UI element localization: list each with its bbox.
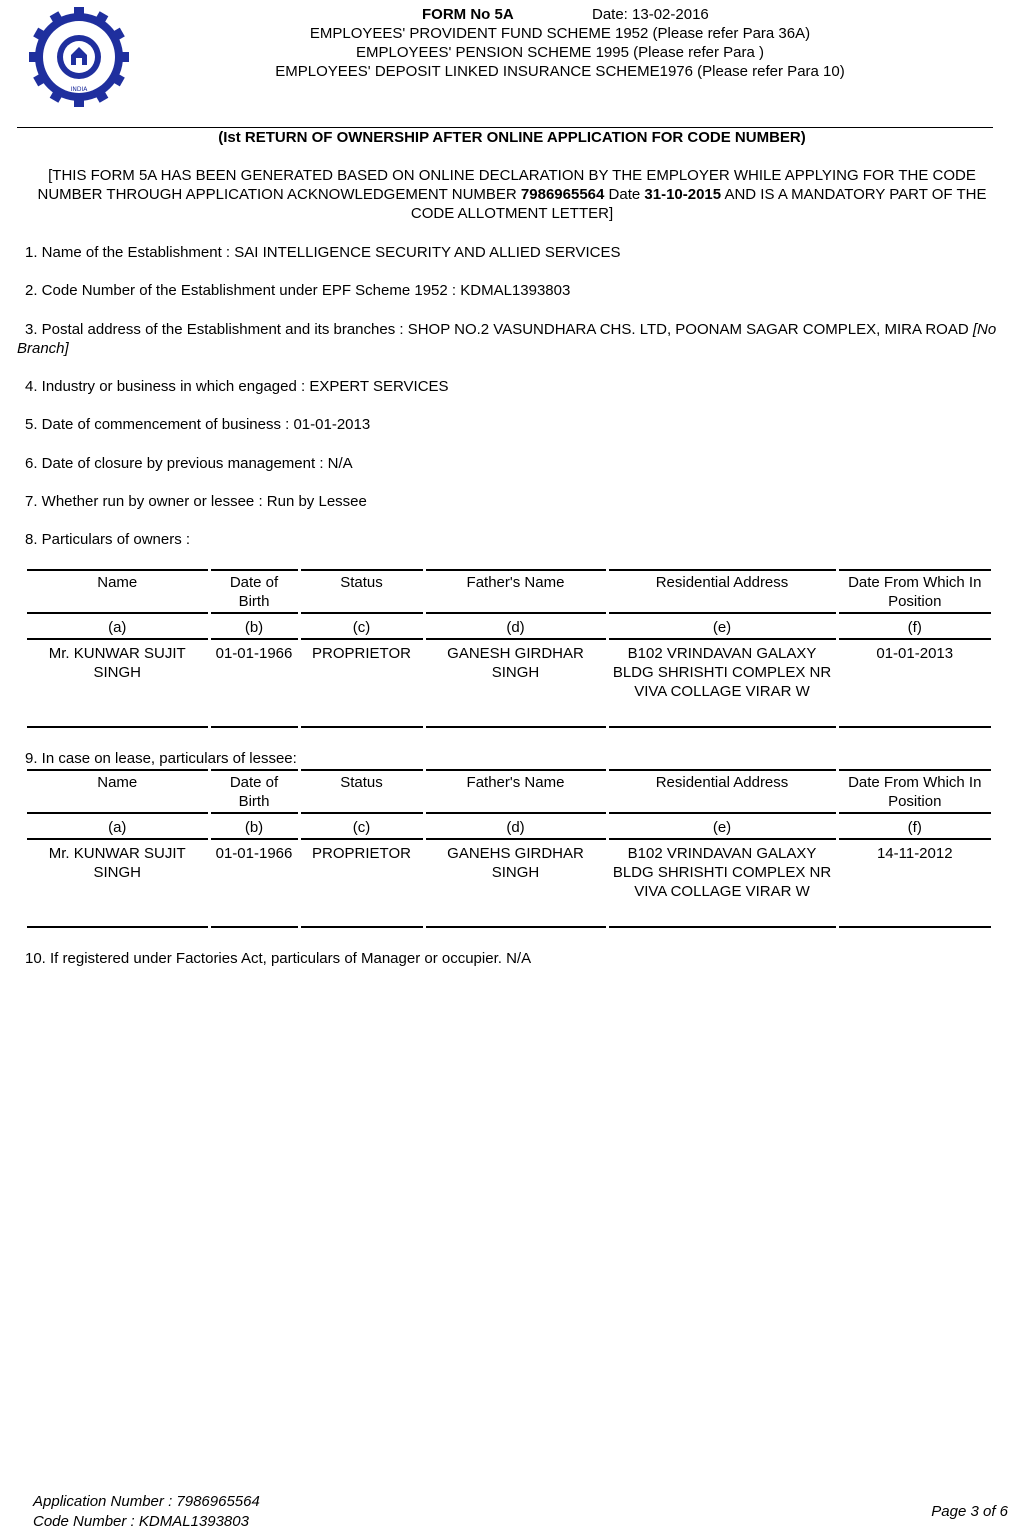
col-letter: (d) bbox=[424, 613, 607, 639]
item-establishment-name: 1. Name of the Establishment : SAI INTELLIGENCE SECURITY AND ALLIED SERVICES bbox=[25, 244, 621, 261]
col-letter: (a) bbox=[27, 613, 209, 639]
lessee-from: 14-11-2012 bbox=[837, 839, 991, 927]
table-row bbox=[27, 639, 991, 727]
ack-date: 31-10-2015 bbox=[644, 186, 722, 203]
lessee-table bbox=[27, 769, 991, 928]
lessee-father: GANEHS GIRDHAR SINGH bbox=[424, 839, 607, 927]
item-commencement-date: 5. Date of commencement of business : 01-01-2013 bbox=[25, 416, 371, 433]
col-letter: (f) bbox=[837, 813, 991, 839]
header-scheme-epf: EMPLOYEES' PROVIDENT FUND SCHEME 1952 (Please refer Para 36A) bbox=[309, 25, 811, 42]
col-header-from: Date From Which In Position bbox=[837, 770, 991, 813]
owners-letter-row bbox=[27, 613, 991, 639]
owner-from: 01-01-2013 bbox=[837, 639, 991, 727]
lessee-name: Mr. KUNWAR SUJIT SINGH bbox=[27, 839, 209, 927]
col-header-address: Residential Address bbox=[607, 570, 837, 613]
col-header-name: Name bbox=[27, 570, 209, 613]
declaration bbox=[22, 166, 1002, 223]
col-header-father: Father's Name bbox=[424, 770, 607, 813]
item-closure-date: 6. Date of closure by previous management : N/A bbox=[25, 455, 353, 472]
owners-header-row bbox=[27, 570, 991, 613]
col-letter: (b) bbox=[209, 613, 299, 639]
col-letter: (f) bbox=[837, 613, 991, 639]
form-number: FORM No 5A bbox=[422, 6, 514, 23]
declaration-part2: Date bbox=[604, 186, 645, 203]
header-divider bbox=[17, 127, 993, 128]
col-letter: (b) bbox=[209, 813, 299, 839]
declaration-part3: AND IS A MANDATORY PART OF THE CODE ALLOTMENT LETTER] bbox=[410, 186, 987, 222]
item-lessee-heading: 9. In case on lease, particulars of lessee: bbox=[25, 750, 297, 767]
footer-application-number: Application Number : 7986965564 bbox=[33, 1493, 260, 1510]
owner-name: Mr. KUNWAR SUJIT SINGH bbox=[27, 639, 209, 727]
owner-father: GANESH GIRDHAR SINGH bbox=[424, 639, 607, 727]
col-header-status: Status bbox=[299, 770, 424, 813]
lessee-letter-row bbox=[27, 813, 991, 839]
owner-dob: 01-01-1966 bbox=[209, 639, 299, 727]
col-header-from: Date From Which In Position bbox=[837, 570, 991, 613]
item-code-number: 2. Code Number of the Establishment under EPF Scheme 1952 : KDMAL1393803 bbox=[25, 282, 571, 299]
postal-address-text: 3. Postal address of the Establishment and its branches : SHOP NO.2 VASUNDHARA CHS. LTD, POONAM SAGAR COMPLEX, MIRA ROAD bbox=[25, 321, 973, 338]
col-letter: (a) bbox=[27, 813, 209, 839]
header-scheme-eps: EMPLOYEES' PENSION SCHEME 1995 (Please refer Para ) bbox=[355, 44, 764, 61]
owner-address: B102 VRINDAVAN GALAXY BLDG SHRISHTI COMPLEX NR VIVA COLLAGE VIRAR W bbox=[607, 639, 837, 727]
header-scheme-edli: EMPLOYEES' DEPOSIT LINKED INSURANCE SCHEME1976 (Please refer Para 10) bbox=[275, 63, 845, 80]
lessee-dob: 01-01-1966 bbox=[209, 839, 299, 927]
item-run-by: 7. Whether run by owner or lessee : Run by Lessee bbox=[25, 493, 367, 510]
owners-table bbox=[27, 569, 991, 728]
declaration-part1: [THIS FORM 5A HAS BEEN GENERATED BASED ON ONLINE DECLARATION BY THE EMPLOYER WHILE APPLYING FOR THE CODE NUMBER THROUGH APPLICATION ACKNOWLEDGEMENT NUMBER bbox=[37, 167, 976, 203]
form-subtitle: (Ist RETURN OF OWNERSHIP AFTER ONLINE APPLICATION FOR CODE NUMBER) bbox=[218, 129, 806, 146]
col-header-dob: Date of Birth bbox=[209, 770, 299, 813]
col-header-name: Name bbox=[27, 770, 209, 813]
col-letter: (c) bbox=[299, 613, 424, 639]
item-postal-address bbox=[17, 320, 1002, 358]
col-letter: (e) bbox=[607, 813, 837, 839]
col-letter: (d) bbox=[424, 813, 607, 839]
col-header-dob: Date of Birth bbox=[209, 570, 299, 613]
lessee-address: B102 VRINDAVAN GALAXY BLDG SHRISHTI COMPLEX NR VIVA COLLAGE VIRAR W bbox=[607, 839, 837, 927]
owner-status: PROPRIETOR bbox=[299, 639, 424, 727]
logo-text-hindi: भारत bbox=[73, 93, 85, 100]
footer-identifiers bbox=[33, 1492, 260, 1532]
form-date: Date: 13-02-2016 bbox=[592, 6, 709, 23]
lessee-header-row bbox=[27, 770, 991, 813]
ack-number: 7986965564 bbox=[520, 186, 605, 203]
epfo-logo bbox=[27, 5, 131, 109]
item-factories-act: 10. If registered under Factories Act, particulars of Manager or occupier. N/A bbox=[25, 950, 532, 967]
col-letter: (c) bbox=[299, 813, 424, 839]
logo-text: INDIA bbox=[70, 86, 88, 93]
table-row bbox=[27, 839, 991, 927]
branch-note: [No Branch] bbox=[17, 321, 997, 357]
page-number: Page 3 of 6 bbox=[931, 1503, 1008, 1520]
col-letter: (e) bbox=[607, 613, 837, 639]
col-header-address: Residential Address bbox=[607, 770, 837, 813]
col-header-status: Status bbox=[299, 570, 424, 613]
item-owners-heading: 8. Particulars of owners : bbox=[25, 531, 191, 548]
item-industry: 4. Industry or business in which engaged : EXPERT SERVICES bbox=[25, 378, 449, 395]
col-header-father: Father's Name bbox=[424, 570, 607, 613]
lessee-status: PROPRIETOR bbox=[299, 839, 424, 927]
footer-code-number: Code Number : KDMAL1393803 bbox=[33, 1513, 249, 1530]
header-top-line bbox=[200, 5, 920, 24]
